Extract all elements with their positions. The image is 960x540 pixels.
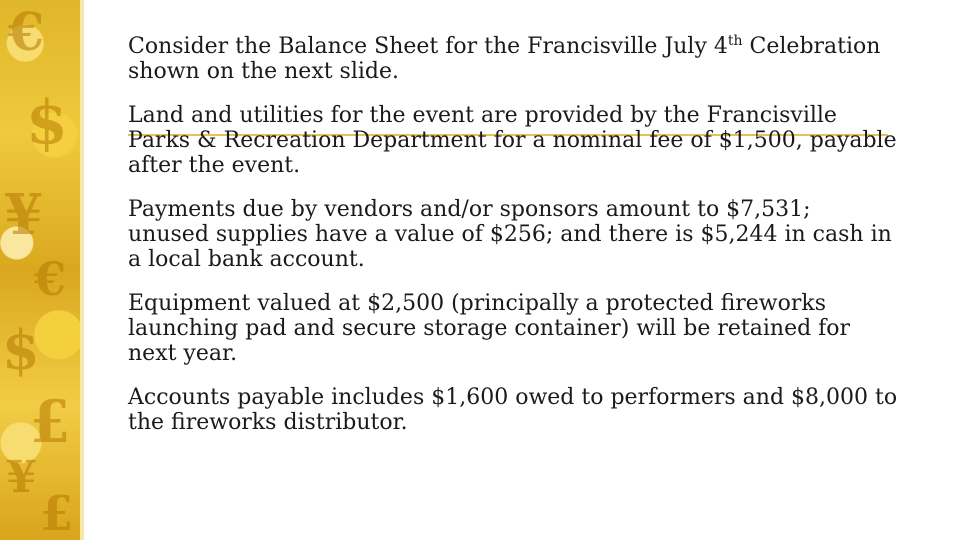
paragraph-balance-sheet [128, 34, 898, 84]
paragraph-text: Consider the Balance Sheet for the Francisville July 4 [128, 34, 728, 59]
paragraph-accounts-payable: Accounts payable includes $1,600 owed to performers and $8,000 to the fireworks distributor. [128, 385, 898, 435]
currency-symbols-decoration [0, 0, 84, 540]
paragraph-text: Celebration shown on the next slide. [128, 34, 881, 84]
pound-icon: £ [40, 486, 74, 540]
euro-icon: € [34, 252, 67, 306]
yen-icon: ¥ [6, 452, 37, 503]
paragraph-equipment: Equipment valued at $2,500 (principally a protected fireworks launching pad and secure storage container) will be retained for next year. [128, 291, 851, 366]
pound-icon: £ [30, 388, 71, 456]
ordinal-suffix: th [727, 33, 743, 49]
yen-icon: ¥ [4, 182, 43, 248]
dollar-icon: $ [2, 318, 40, 382]
paragraph-land-utilities: Land and utilities for the event are provided by the Francisville Parks & Recreation Department for a nominal fee of $1,500, payable after the event. [128, 103, 897, 178]
dollar-icon: $ [26, 88, 68, 158]
euro-icon: € [8, 2, 45, 63]
slide-body [128, 34, 898, 454]
paragraph-payments-due: Payments due by vendors and/or sponsors amount to $7,531; unused supplies have a value of $256; and there is $5,244 in cash in a local bank account. [128, 197, 892, 272]
